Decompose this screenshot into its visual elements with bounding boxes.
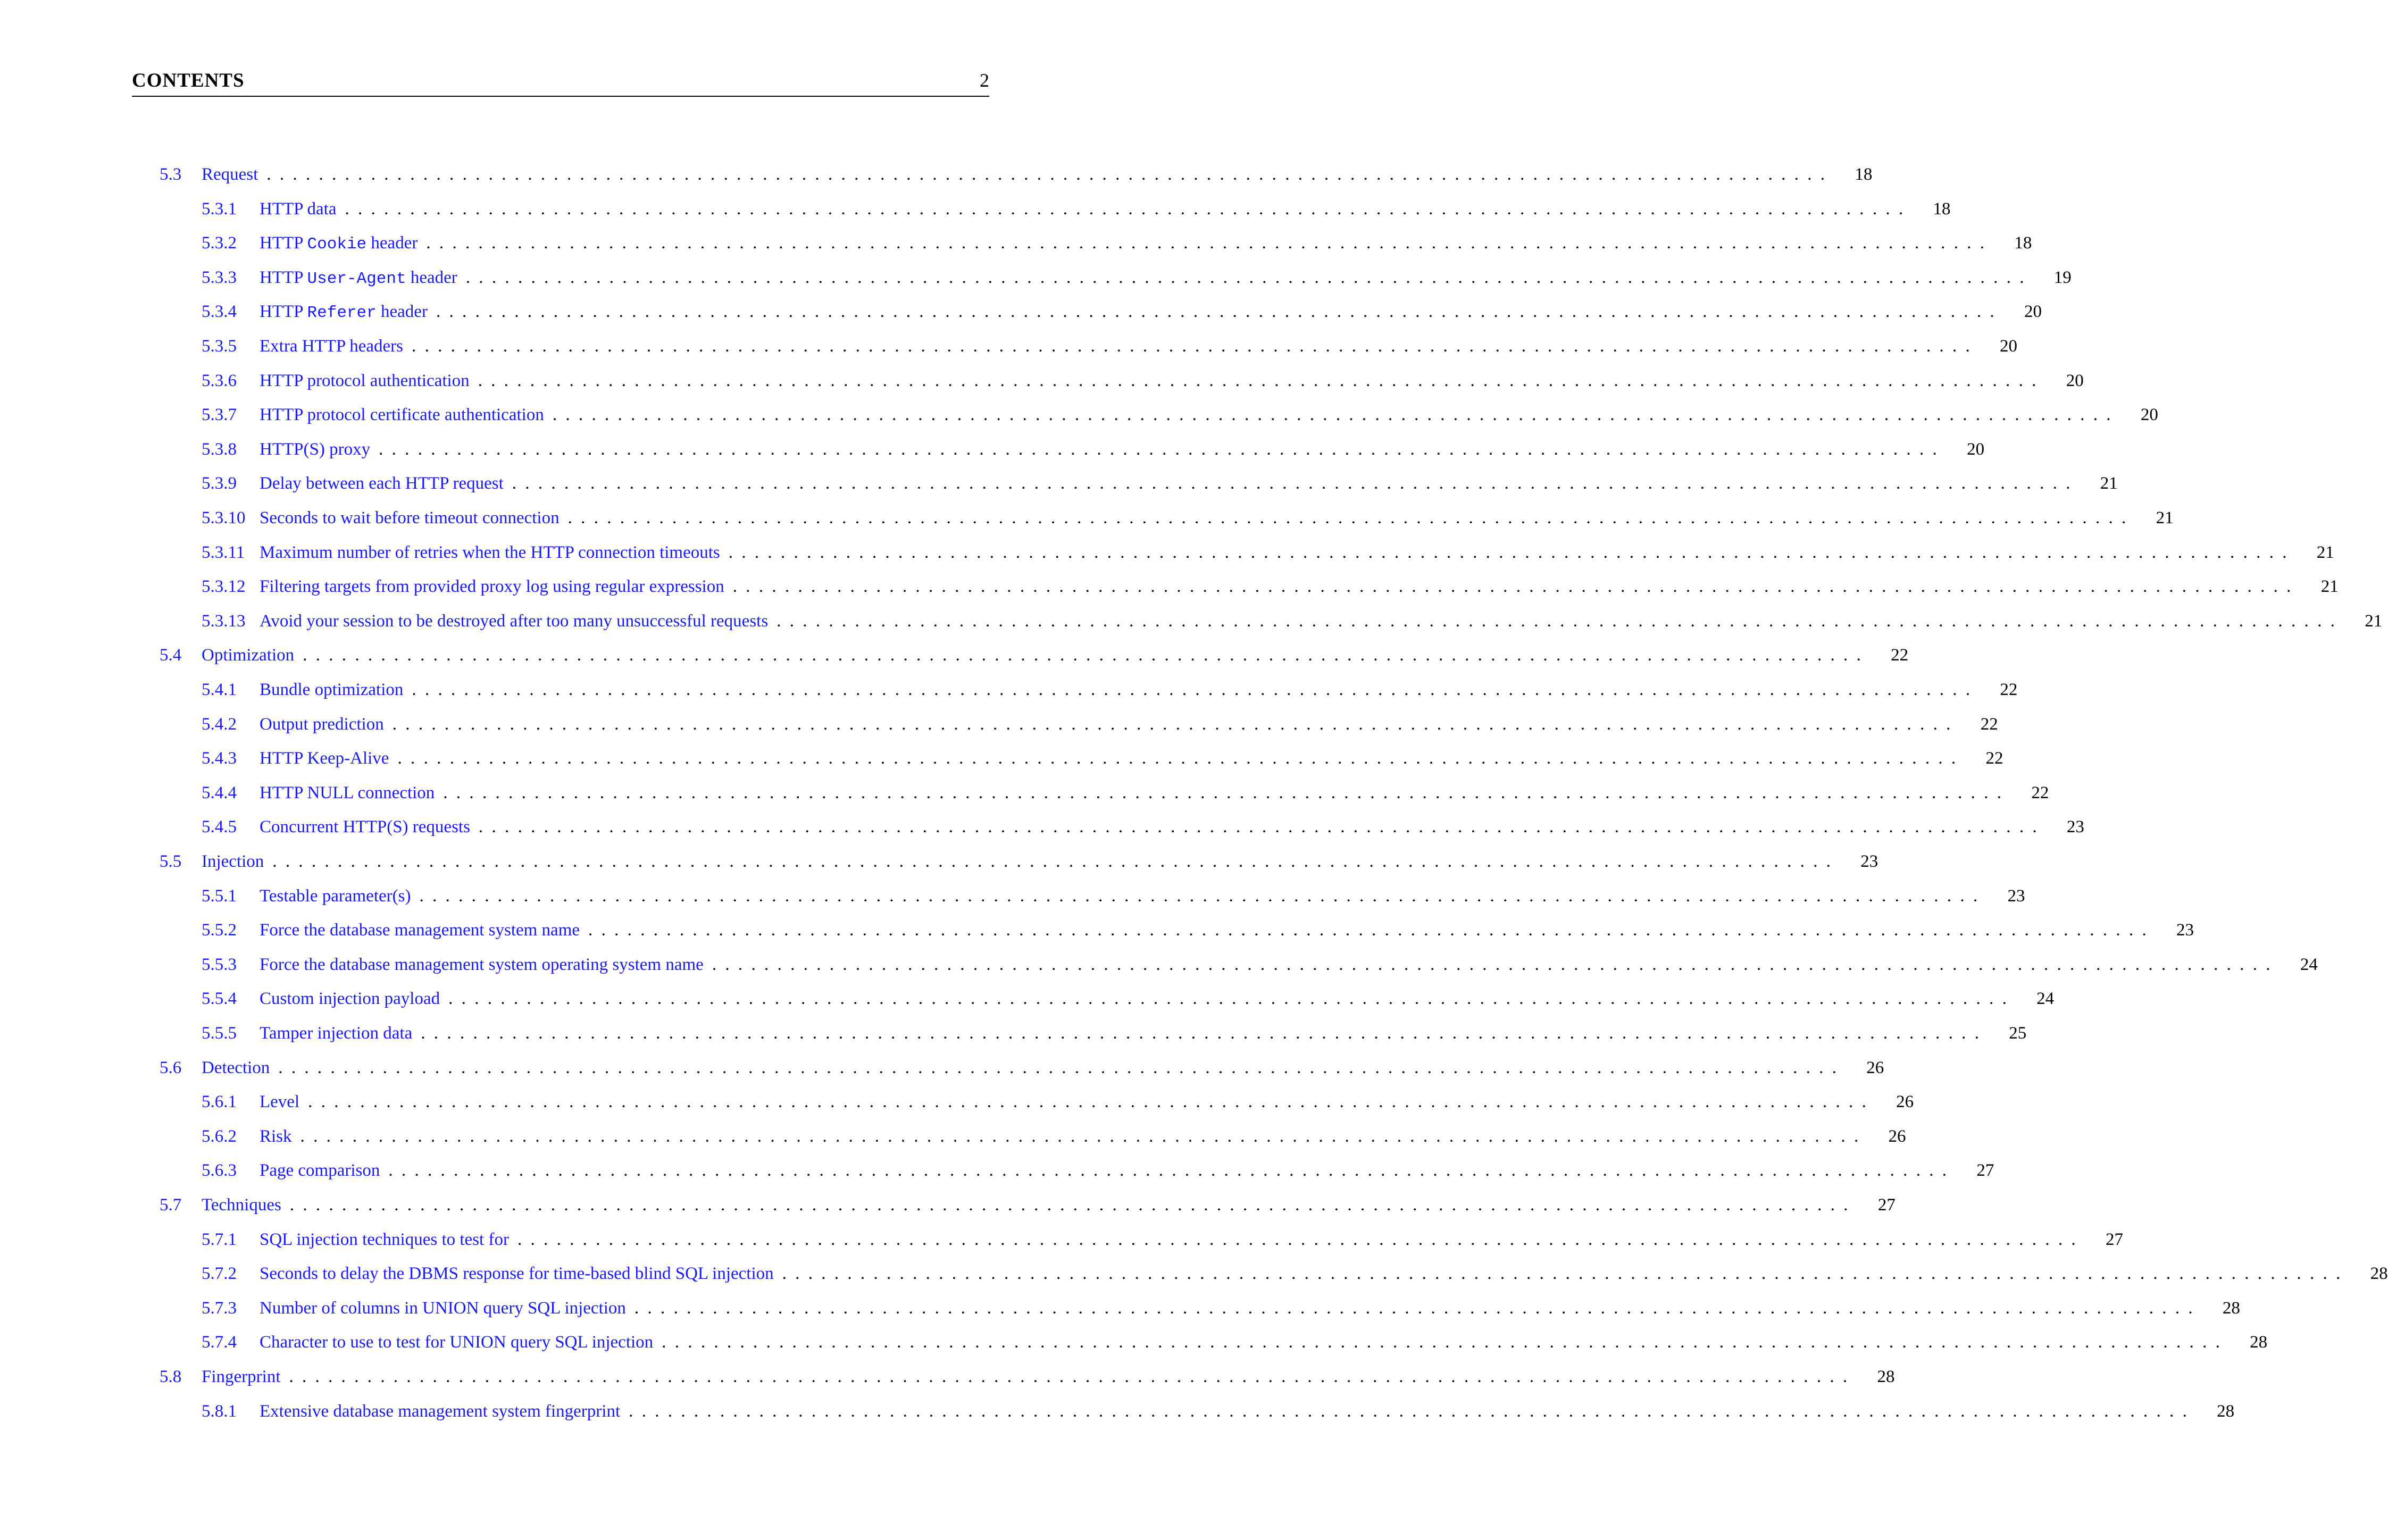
toc-entry-number: 5.7.2 bbox=[202, 1264, 237, 1284]
dot-leader: ........................................................................................................................ bbox=[782, 1264, 2349, 1284]
toc-entry-number: 5.3.6 bbox=[202, 371, 237, 390]
toc-subsection-link[interactable] bbox=[202, 230, 2032, 256]
toc-entry-number: 5.4.5 bbox=[202, 817, 237, 837]
toc-page-number: 21 bbox=[2156, 508, 2174, 528]
toc-subsection-link[interactable] bbox=[202, 298, 2042, 325]
dot-leader: ........................................................................................................................ bbox=[629, 1401, 2196, 1421]
toc-page-number: 28 bbox=[2250, 1333, 2268, 1352]
toc-subsection-link[interactable] bbox=[202, 367, 2084, 394]
dot-leader: ........................................................................................................................ bbox=[517, 1229, 2084, 1249]
toc-subsection-link[interactable] bbox=[202, 745, 2003, 772]
toc-entry-title: HTTP Keep-Alive bbox=[260, 749, 389, 768]
toc-entry-title: HTTP NULL connection bbox=[260, 783, 435, 802]
toc-entry-title: Detection bbox=[202, 1058, 270, 1077]
dot-leader: ........................................................................................................................ bbox=[728, 542, 2295, 562]
title-text: header bbox=[376, 302, 428, 322]
toc-entry-title bbox=[260, 230, 418, 258]
toc-entry-number: 5.3.8 bbox=[202, 439, 237, 459]
code-term: User-Agent bbox=[307, 269, 406, 288]
dot-leader: ........................................................................................................................ bbox=[289, 1195, 1857, 1215]
toc-subsection-link[interactable] bbox=[202, 917, 2194, 943]
title-text: HTTP bbox=[260, 302, 307, 322]
toc-subsection-link[interactable] bbox=[202, 1398, 2235, 1425]
toc-entry-number: 5.3.4 bbox=[202, 302, 237, 322]
toc-page-number: 25 bbox=[2009, 1024, 2027, 1043]
toc-entry-number: 5.5.2 bbox=[202, 920, 237, 940]
toc-section-link[interactable] bbox=[160, 642, 1909, 668]
toc-entry-title: Risk bbox=[260, 1126, 292, 1146]
toc-subsection-link[interactable] bbox=[202, 883, 2025, 909]
toc-entry-title bbox=[260, 298, 428, 327]
toc-page-number: 20 bbox=[2140, 405, 2158, 425]
toc-page-number: 23 bbox=[2007, 886, 2025, 906]
toc-entry-number: 5.4.2 bbox=[202, 714, 237, 734]
toc-subsection-link[interactable] bbox=[202, 505, 2174, 531]
toc-subsection-link[interactable] bbox=[202, 1123, 1906, 1150]
toc-entry-number: 5.7.1 bbox=[202, 1229, 237, 1249]
toc-entry-number: 5.8.1 bbox=[202, 1401, 237, 1421]
toc-page-number: 20 bbox=[2066, 371, 2084, 390]
dot-leader: ........................................................................................................................ bbox=[379, 439, 1946, 459]
toc-entry-number: 5.8 bbox=[160, 1367, 182, 1386]
toc-subsection-link[interactable] bbox=[202, 1260, 2388, 1287]
dot-leader: ........................................................................................................................ bbox=[300, 1126, 1867, 1146]
toc-subsection-link[interactable] bbox=[202, 985, 2055, 1012]
dot-leader: ........................................................................................................................ bbox=[278, 1058, 1846, 1077]
toc-entry-number: 5.4.1 bbox=[202, 680, 237, 699]
dot-leader: ........................................................................................................................ bbox=[443, 783, 2010, 802]
toc-subsection-link[interactable] bbox=[202, 1329, 2268, 1355]
toc-entry-number: 5.6.3 bbox=[202, 1161, 237, 1181]
toc-page-number: 27 bbox=[1877, 1195, 1896, 1215]
toc-subsection-link[interactable] bbox=[202, 1226, 2123, 1253]
toc-entry-title: Techniques bbox=[202, 1195, 281, 1215]
toc-entry-number: 5.3.1 bbox=[202, 199, 237, 219]
toc-entry-title: Filtering targets from provided proxy log using regular expression bbox=[260, 577, 724, 597]
toc-page-number: 23 bbox=[2066, 817, 2084, 837]
toc-entry-title: Seconds to delay the DBMS response for time-based blind SQL injection bbox=[260, 1264, 774, 1284]
toc-subsection-link[interactable] bbox=[202, 814, 2084, 840]
toc-page-number: 22 bbox=[1980, 714, 1998, 734]
toc-page-number: 26 bbox=[1866, 1058, 1884, 1077]
dot-leader: ........................................................................................................................ bbox=[478, 371, 2045, 390]
toc-entry-title: Number of columns in UNION query SQL injection bbox=[260, 1298, 626, 1318]
dot-leader: ........................................................................................................................ bbox=[392, 714, 1959, 734]
toc-entry-number: 5.3 bbox=[160, 165, 182, 184]
dot-leader: ........................................................................................................................ bbox=[448, 989, 2016, 1009]
toc-page-number: 28 bbox=[2217, 1401, 2235, 1421]
toc-page-number: 22 bbox=[2000, 680, 2018, 699]
toc-page-number: 21 bbox=[2316, 542, 2334, 562]
toc-entry-number: 5.3.11 bbox=[202, 542, 245, 562]
toc-page-number: 24 bbox=[2300, 955, 2318, 974]
toc-page-number: 18 bbox=[1933, 199, 1951, 219]
toc-page-number: 19 bbox=[2053, 267, 2072, 287]
toc-page-number: 24 bbox=[2036, 989, 2055, 1009]
toc-entry-title: HTTP protocol authentication bbox=[260, 371, 470, 390]
toc-entry-number: 5.4.3 bbox=[202, 749, 237, 768]
dot-leader: ........................................................................................................................ bbox=[552, 405, 2119, 425]
toc-entry-number: 5.4.4 bbox=[202, 783, 237, 802]
toc-entry-number: 5.3.7 bbox=[202, 405, 237, 425]
dot-leader: ........................................................................................................................ bbox=[712, 955, 2279, 974]
toc-subsection-link[interactable] bbox=[202, 711, 1998, 738]
dot-leader: ........................................................................................................................ bbox=[465, 267, 2033, 287]
title-text: HTTP bbox=[260, 267, 307, 287]
dot-leader: ........................................................................................................................ bbox=[419, 886, 1986, 906]
toc-subsection-link[interactable] bbox=[202, 1020, 2027, 1047]
toc-section-link[interactable] bbox=[160, 1054, 1884, 1081]
dot-leader: ........................................................................................................................ bbox=[266, 165, 1834, 184]
toc-entry-number: 5.6 bbox=[160, 1058, 182, 1077]
toc-entry-title: Level bbox=[260, 1092, 300, 1112]
toc-page-number: 27 bbox=[2105, 1229, 2123, 1249]
dot-leader: ........................................................................................................................ bbox=[732, 577, 2300, 597]
dot-leader: ........................................................................................................................ bbox=[436, 302, 2003, 322]
toc-entry-title: Testable parameter(s) bbox=[260, 886, 411, 906]
title-text: header bbox=[366, 233, 418, 253]
toc-entry-title: Character to use to test for UNION query SQL injection bbox=[260, 1333, 654, 1352]
header-title: CONTENTS bbox=[132, 70, 245, 91]
toc-subsection-link[interactable] bbox=[202, 608, 2383, 634]
toc-page-number: 26 bbox=[1896, 1092, 1914, 1112]
toc-page-number: 22 bbox=[2031, 783, 2049, 802]
toc-page-number: 18 bbox=[1855, 165, 1873, 184]
toc-page-number: 21 bbox=[2100, 474, 2118, 493]
toc-entry-number: 5.7.4 bbox=[202, 1333, 237, 1352]
dot-leader: ........................................................................................................................ bbox=[412, 680, 1979, 699]
toc-subsection-link[interactable] bbox=[202, 780, 2049, 806]
toc-page-number: 23 bbox=[2176, 920, 2194, 940]
title-text: header bbox=[406, 267, 457, 287]
toc-subsection-link[interactable] bbox=[202, 1295, 2240, 1321]
dot-leader: ........................................................................................................................ bbox=[634, 1298, 2201, 1318]
toc-entry-number: 5.7 bbox=[160, 1195, 182, 1215]
toc-subsection-link[interactable] bbox=[202, 573, 2339, 600]
toc-entry-title: Extra HTTP headers bbox=[260, 337, 404, 356]
toc-entry-number: 5.3.2 bbox=[202, 233, 237, 253]
toc-page-number: 20 bbox=[2024, 302, 2042, 322]
toc-entry-title: Avoid your session to be destroyed after too many unsuccessful requests bbox=[260, 611, 769, 631]
dot-leader: ........................................................................................................................ bbox=[512, 474, 2079, 493]
dot-leader: ........................................................................................................................ bbox=[426, 233, 1993, 253]
toc-entry-number: 5.4 bbox=[160, 646, 182, 665]
dot-leader: ........................................................................................................................ bbox=[289, 1367, 1856, 1386]
code-term: Cookie bbox=[307, 235, 367, 254]
toc-page-number: 28 bbox=[2222, 1298, 2240, 1318]
toc-entry-title: HTTP protocol certificate authentication bbox=[260, 405, 544, 425]
toc-subsection-link[interactable] bbox=[202, 436, 1985, 463]
toc-entry-number: 5.7.3 bbox=[202, 1298, 237, 1318]
toc-entry-title: Custom injection payload bbox=[260, 989, 440, 1009]
toc-entry-title: Maximum number of retries when the HTTP connection timeouts bbox=[260, 542, 720, 562]
toc-page-number: 21 bbox=[2320, 577, 2339, 597]
toc-page-number: 20 bbox=[2000, 337, 2018, 356]
toc-entry-number: 5.6.1 bbox=[202, 1092, 237, 1112]
toc-page-number: 26 bbox=[1888, 1126, 1906, 1146]
dot-leader: ........................................................................................................................ bbox=[421, 1024, 1988, 1043]
toc-entry-title: Concurrent HTTP(S) requests bbox=[260, 817, 470, 837]
toc-subsection-link[interactable] bbox=[202, 1089, 1914, 1115]
toc-page-number: 23 bbox=[1860, 852, 1878, 871]
dot-leader: ........................................................................................................................ bbox=[272, 852, 1840, 871]
toc-entry-number: 5.3.13 bbox=[202, 611, 246, 631]
toc-entry-title: Bundle optimization bbox=[260, 680, 404, 699]
toc-entry-number: 5.3.10 bbox=[202, 508, 246, 528]
dot-leader: ........................................................................................................................ bbox=[303, 646, 1870, 665]
toc-page-number: 20 bbox=[1967, 439, 1985, 459]
toc-entry-title: Seconds to wait before timeout connection bbox=[260, 508, 560, 528]
toc-entry-title: Force the database management system name bbox=[260, 920, 580, 940]
toc-entry-number: 5.5.3 bbox=[202, 955, 237, 974]
title-text: HTTP bbox=[260, 233, 307, 253]
toc-entry-title: Page comparison bbox=[260, 1161, 380, 1181]
toc-entry-number: 5.3.3 bbox=[202, 267, 237, 287]
toc-entry-number: 5.5.1 bbox=[202, 886, 237, 906]
toc-entry-number: 5.6.2 bbox=[202, 1126, 237, 1146]
toc-section-link[interactable] bbox=[160, 848, 1878, 875]
toc-entry-number: 5.5 bbox=[160, 852, 182, 871]
toc-entry-title bbox=[260, 264, 457, 292]
dot-leader: ........................................................................................................................ bbox=[478, 817, 2045, 837]
dot-leader: ........................................................................................................................ bbox=[308, 1092, 1875, 1112]
toc-entry-number: 5.3.12 bbox=[202, 577, 246, 597]
toc-subsection-link[interactable] bbox=[202, 951, 2318, 978]
toc-section-link[interactable] bbox=[160, 1363, 1895, 1390]
toc-page-number: 21 bbox=[2365, 611, 2383, 631]
toc-section-link[interactable] bbox=[160, 161, 1873, 188]
toc-entry-title: Delay between each HTTP request bbox=[260, 474, 504, 493]
toc-entry-number: 5.3.5 bbox=[202, 337, 237, 356]
toc-section-link[interactable] bbox=[160, 1192, 1896, 1218]
dot-leader: ........................................................................................................................ bbox=[662, 1333, 2229, 1352]
toc-entry-title: Request bbox=[202, 165, 258, 184]
dot-leader: ........................................................................................................................ bbox=[588, 920, 2156, 940]
toc-page-number: 28 bbox=[1877, 1367, 1895, 1386]
dot-leader: ........................................................................................................................ bbox=[388, 1161, 1956, 1181]
toc-page-number: 28 bbox=[2370, 1264, 2388, 1284]
toc-entry-title: Force the database management system operating system name bbox=[260, 955, 704, 974]
toc-subsection-link[interactable] bbox=[202, 401, 2158, 428]
dot-leader: ........................................................................................................................ bbox=[397, 749, 1965, 768]
code-term: Referer bbox=[307, 304, 377, 323]
toc-entry-title: Optimization bbox=[202, 646, 295, 665]
toc-page-number: 22 bbox=[1891, 646, 1909, 665]
toc-entry-title: Extensive database management system fingerprint bbox=[260, 1401, 621, 1421]
header-page-number: 2 bbox=[980, 70, 989, 91]
toc-subsection-link[interactable] bbox=[202, 196, 1951, 222]
toc-subsection-link[interactable] bbox=[202, 470, 2118, 497]
toc-page-number: 27 bbox=[1976, 1161, 1994, 1181]
dot-leader: ........................................................................................................................ bbox=[567, 508, 2135, 528]
toc-subsection-link[interactable] bbox=[202, 539, 2334, 566]
toc-entry-number: 5.5.4 bbox=[202, 989, 237, 1009]
toc-subsection-link[interactable] bbox=[202, 264, 2072, 291]
toc-page-number: 22 bbox=[1985, 749, 2003, 768]
toc-entry-title: SQL injection techniques to test for bbox=[260, 1229, 509, 1249]
dot-leader: ........................................................................................................................ bbox=[412, 337, 1979, 356]
toc-entry-title: HTTP data bbox=[260, 199, 337, 219]
toc-entry-number: 5.3.9 bbox=[202, 474, 237, 493]
toc-entry-title: Fingerprint bbox=[202, 1367, 281, 1386]
toc-entry-title: Tamper injection data bbox=[260, 1024, 413, 1043]
toc-page-number: 18 bbox=[2014, 233, 2032, 253]
toc-subsection-link[interactable] bbox=[202, 676, 2018, 703]
toc-subsection-link[interactable] bbox=[202, 333, 2018, 359]
toc-entry-number: 5.5.5 bbox=[202, 1024, 237, 1043]
toc-entry-title: Injection bbox=[202, 852, 264, 871]
toc-entry-title: HTTP(S) proxy bbox=[260, 439, 371, 459]
dot-leader: ........................................................................................................................ bbox=[345, 199, 1912, 219]
running-header bbox=[132, 69, 989, 97]
dot-leader: ........................................................................................................................ bbox=[776, 611, 2344, 631]
toc-subsection-link[interactable] bbox=[202, 1157, 1994, 1184]
toc-entry-title: Output prediction bbox=[260, 714, 384, 734]
